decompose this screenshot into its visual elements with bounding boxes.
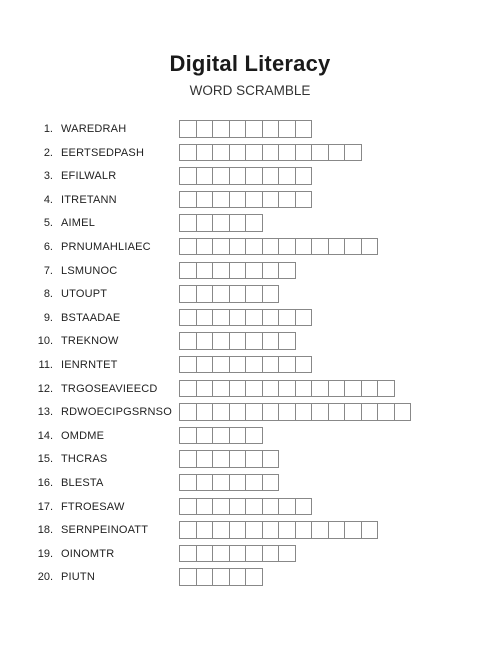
item-number: 20. xyxy=(37,571,53,584)
letter-box[interactable] xyxy=(262,285,280,303)
letter-box[interactable] xyxy=(229,332,247,350)
letter-box[interactable] xyxy=(245,545,263,563)
letter-box[interactable] xyxy=(212,214,230,232)
letter-box[interactable] xyxy=(212,474,230,492)
answer-boxes xyxy=(179,403,410,421)
letter-box[interactable] xyxy=(179,545,197,563)
scrambled-word: PRNUMAHLIAEC xyxy=(61,240,151,253)
scrambled-word: UTOUPT xyxy=(61,288,108,301)
item-number: 7. xyxy=(43,264,53,277)
letter-box[interactable] xyxy=(212,427,230,445)
item-number: 3. xyxy=(43,170,53,183)
letter-box[interactable] xyxy=(278,498,296,516)
letter-box[interactable] xyxy=(278,191,296,209)
letter-box[interactable] xyxy=(229,403,247,421)
letter-box[interactable] xyxy=(212,120,230,138)
letter-box[interactable] xyxy=(212,521,230,539)
letter-box[interactable] xyxy=(212,262,230,280)
letter-box[interactable] xyxy=(179,285,197,303)
scramble-row xyxy=(0,308,500,332)
letter-box[interactable] xyxy=(196,120,214,138)
letter-box[interactable] xyxy=(262,403,280,421)
letter-box[interactable] xyxy=(328,521,346,539)
answer-boxes xyxy=(179,498,311,516)
letter-box[interactable] xyxy=(212,285,230,303)
worksheet-title: Digital Literacy xyxy=(169,51,331,76)
scramble-row xyxy=(0,119,500,143)
letter-box[interactable] xyxy=(262,332,280,350)
scramble-row xyxy=(0,449,500,473)
answer-boxes xyxy=(179,120,311,138)
letter-box[interactable] xyxy=(278,309,296,327)
scrambled-word: LSMUNOC xyxy=(61,264,118,277)
scramble-row xyxy=(0,143,500,167)
scramble-row xyxy=(0,261,500,285)
letter-box[interactable] xyxy=(196,238,214,256)
scrambled-word: PIUTN xyxy=(61,571,95,584)
letter-box[interactable] xyxy=(278,120,296,138)
letter-box[interactable] xyxy=(295,380,313,398)
letter-box[interactable] xyxy=(262,450,280,468)
letter-box[interactable] xyxy=(311,403,329,421)
letter-box[interactable] xyxy=(196,167,214,185)
letter-box[interactable] xyxy=(229,144,247,162)
letter-box[interactable] xyxy=(229,167,247,185)
letter-box[interactable] xyxy=(262,356,280,374)
letter-box[interactable] xyxy=(212,403,230,421)
letter-box[interactable] xyxy=(179,403,197,421)
scrambled-word: TREKNOW xyxy=(61,335,119,348)
letter-box[interactable] xyxy=(295,144,313,162)
letter-box[interactable] xyxy=(179,498,197,516)
letter-box[interactable] xyxy=(212,144,230,162)
letter-box[interactable] xyxy=(212,332,230,350)
letter-box[interactable] xyxy=(229,474,247,492)
letter-box[interactable] xyxy=(278,262,296,280)
answer-boxes xyxy=(179,380,394,398)
letter-box[interactable] xyxy=(229,356,247,374)
item-number: 19. xyxy=(37,547,53,560)
letter-box[interactable] xyxy=(295,498,313,516)
scrambled-word: IENRNTET xyxy=(61,358,118,371)
letter-box[interactable] xyxy=(229,285,247,303)
letter-box[interactable] xyxy=(311,144,329,162)
letter-box[interactable] xyxy=(245,521,263,539)
letter-box[interactable] xyxy=(212,238,230,256)
letter-box[interactable] xyxy=(196,498,214,516)
item-number: 12. xyxy=(37,382,53,395)
letter-box[interactable] xyxy=(295,309,313,327)
letter-box[interactable] xyxy=(229,309,247,327)
letter-box[interactable] xyxy=(179,380,197,398)
scramble-row xyxy=(0,544,500,568)
letter-box[interactable] xyxy=(245,332,263,350)
letter-box[interactable] xyxy=(295,167,313,185)
letter-box[interactable] xyxy=(361,403,379,421)
letter-box[interactable] xyxy=(278,545,296,563)
answer-boxes xyxy=(179,144,361,162)
letter-box[interactable] xyxy=(245,144,263,162)
letter-box[interactable] xyxy=(278,521,296,539)
letter-box[interactable] xyxy=(245,285,263,303)
letter-box[interactable] xyxy=(245,238,263,256)
letter-box[interactable] xyxy=(295,191,313,209)
letter-box[interactable] xyxy=(196,191,214,209)
item-number: 17. xyxy=(37,500,53,513)
letter-box[interactable] xyxy=(245,167,263,185)
letter-box[interactable] xyxy=(361,238,379,256)
letter-box[interactable] xyxy=(328,380,346,398)
letter-box[interactable] xyxy=(179,356,197,374)
letter-box[interactable] xyxy=(328,238,346,256)
letter-box[interactable] xyxy=(278,167,296,185)
letter-box[interactable] xyxy=(212,450,230,468)
letter-box[interactable] xyxy=(179,474,197,492)
scrambled-word: RDWOECIPGSRNSO xyxy=(61,406,172,419)
letter-box[interactable] xyxy=(229,214,247,232)
answer-boxes xyxy=(179,238,377,256)
letter-box[interactable] xyxy=(196,521,214,539)
scrambled-word: SERNPEINOATT xyxy=(61,524,149,537)
letter-box[interactable] xyxy=(212,498,230,516)
letter-box[interactable] xyxy=(394,403,412,421)
letter-box[interactable] xyxy=(179,309,197,327)
scramble-row xyxy=(0,355,500,379)
letter-box[interactable] xyxy=(179,262,197,280)
letter-box[interactable] xyxy=(229,380,247,398)
scramble-row xyxy=(0,331,500,355)
letter-box[interactable] xyxy=(196,356,214,374)
letter-box[interactable] xyxy=(262,262,280,280)
scrambled-word: EERTSEDPASH xyxy=(61,146,145,159)
answer-boxes xyxy=(179,214,262,232)
letter-box[interactable] xyxy=(245,427,263,445)
letter-box[interactable] xyxy=(245,214,263,232)
letter-box[interactable] xyxy=(229,427,247,445)
letter-box[interactable] xyxy=(262,380,280,398)
letter-box[interactable] xyxy=(262,498,280,516)
letter-box[interactable] xyxy=(179,521,197,539)
item-number: 13. xyxy=(37,406,53,419)
letter-box[interactable] xyxy=(196,309,214,327)
letter-box[interactable] xyxy=(196,474,214,492)
letter-box[interactable] xyxy=(295,238,313,256)
letter-box[interactable] xyxy=(344,144,362,162)
letter-box[interactable] xyxy=(212,545,230,563)
letter-box[interactable] xyxy=(196,380,214,398)
letter-box[interactable] xyxy=(245,450,263,468)
item-number: 16. xyxy=(37,476,53,489)
answer-boxes xyxy=(179,521,377,539)
letter-box[interactable] xyxy=(262,309,280,327)
item-number: 2. xyxy=(43,146,53,159)
letter-box[interactable] xyxy=(212,380,230,398)
scrambled-word: TRGOSEAVIEECD xyxy=(61,382,158,395)
scramble-row xyxy=(0,520,500,544)
scramble-row xyxy=(0,166,500,190)
letter-box[interactable] xyxy=(229,568,247,586)
item-number: 14. xyxy=(37,429,53,442)
scrambled-word: ITRETANN xyxy=(61,193,117,206)
letter-box[interactable] xyxy=(196,332,214,350)
answer-boxes xyxy=(179,309,311,327)
letter-box[interactable] xyxy=(278,380,296,398)
letter-box[interactable] xyxy=(245,403,263,421)
scrambled-word: OMDME xyxy=(61,429,105,442)
worksheet-subtitle: WORD SCRAMBLE xyxy=(189,83,311,98)
letter-box[interactable] xyxy=(196,144,214,162)
scramble-row xyxy=(0,379,500,403)
letter-box[interactable] xyxy=(229,498,247,516)
scrambled-word: WAREDRAH xyxy=(61,123,127,135)
letter-box[interactable] xyxy=(196,285,214,303)
letter-box[interactable] xyxy=(196,450,214,468)
item-number: 11. xyxy=(38,358,53,371)
letter-box[interactable] xyxy=(196,568,214,586)
letter-box[interactable] xyxy=(295,403,313,421)
letter-box[interactable] xyxy=(344,380,362,398)
answer-boxes xyxy=(179,450,278,468)
answer-boxes xyxy=(179,474,278,492)
item-number: 9. xyxy=(43,311,53,324)
letter-box[interactable] xyxy=(229,191,247,209)
scramble-row xyxy=(0,473,500,497)
letter-box[interactable] xyxy=(245,309,263,327)
answer-boxes xyxy=(179,332,295,350)
scrambled-word: FTROESAW xyxy=(61,500,125,513)
letter-box[interactable] xyxy=(229,545,247,563)
letter-box[interactable] xyxy=(196,403,214,421)
letter-box[interactable] xyxy=(212,309,230,327)
letter-box[interactable] xyxy=(344,521,362,539)
letter-box[interactable] xyxy=(361,521,379,539)
letter-box[interactable] xyxy=(179,427,197,445)
letter-box[interactable] xyxy=(377,380,395,398)
letter-box[interactable] xyxy=(311,238,329,256)
item-number: 18. xyxy=(37,524,53,537)
item-number: 10. xyxy=(37,335,53,348)
letter-box[interactable] xyxy=(245,380,263,398)
letter-box[interactable] xyxy=(278,332,296,350)
letter-box[interactable] xyxy=(262,474,280,492)
letter-box[interactable] xyxy=(179,120,197,138)
letter-box[interactable] xyxy=(245,120,263,138)
letter-box[interactable] xyxy=(377,403,395,421)
letter-box[interactable] xyxy=(262,167,280,185)
letter-box[interactable] xyxy=(278,144,296,162)
scramble-row xyxy=(0,213,500,237)
letter-box[interactable] xyxy=(295,356,313,374)
letter-box[interactable] xyxy=(179,191,197,209)
letter-box[interactable] xyxy=(245,498,263,516)
letter-box[interactable] xyxy=(179,332,197,350)
scrambled-word: THCRAS xyxy=(61,453,108,466)
letter-box[interactable] xyxy=(229,262,247,280)
word-list xyxy=(0,119,500,591)
letter-box[interactable] xyxy=(344,238,362,256)
answer-boxes xyxy=(179,356,311,374)
letter-box[interactable] xyxy=(344,403,362,421)
letter-box[interactable] xyxy=(196,427,214,445)
answer-boxes xyxy=(179,167,311,185)
scramble-row xyxy=(0,497,500,521)
letter-box[interactable] xyxy=(295,120,313,138)
letter-box[interactable] xyxy=(229,120,247,138)
answer-boxes xyxy=(179,568,262,586)
item-number: 8. xyxy=(43,288,53,301)
scrambled-word: AIMEL xyxy=(61,217,96,230)
scrambled-word: EFILWALR xyxy=(61,170,117,183)
scramble-row xyxy=(0,426,500,450)
scramble-row xyxy=(0,402,500,426)
letter-box[interactable] xyxy=(229,450,247,468)
letter-box[interactable] xyxy=(245,262,263,280)
letter-box[interactable] xyxy=(196,545,214,563)
scramble-row xyxy=(0,567,500,591)
letter-box[interactable] xyxy=(212,167,230,185)
letter-box[interactable] xyxy=(179,214,197,232)
letter-box[interactable] xyxy=(262,545,280,563)
letter-box[interactable] xyxy=(179,167,197,185)
letter-box[interactable] xyxy=(196,262,214,280)
item-number: 6. xyxy=(43,240,53,253)
scramble-row xyxy=(0,284,500,308)
answer-boxes xyxy=(179,285,278,303)
letter-box[interactable] xyxy=(179,144,197,162)
item-number: 4. xyxy=(43,193,53,206)
letter-box[interactable] xyxy=(278,238,296,256)
letter-box[interactable] xyxy=(212,356,230,374)
letter-box[interactable] xyxy=(179,450,197,468)
letter-box[interactable] xyxy=(245,191,263,209)
letter-box[interactable] xyxy=(212,568,230,586)
letter-box[interactable] xyxy=(278,403,296,421)
answer-boxes xyxy=(179,545,295,563)
answer-boxes xyxy=(179,262,295,280)
letter-box[interactable] xyxy=(361,380,379,398)
letter-box[interactable] xyxy=(262,521,280,539)
letter-box[interactable] xyxy=(179,568,197,586)
letter-box[interactable] xyxy=(196,214,214,232)
letter-box[interactable] xyxy=(295,521,313,539)
answer-boxes xyxy=(179,191,311,209)
item-number: 15. xyxy=(37,453,53,466)
letter-box[interactable] xyxy=(262,120,280,138)
letter-box[interactable] xyxy=(278,356,296,374)
letter-box[interactable] xyxy=(179,238,197,256)
letter-box[interactable] xyxy=(229,521,247,539)
letter-box[interactable] xyxy=(245,568,263,586)
letter-box[interactable] xyxy=(328,403,346,421)
item-number: 1. xyxy=(43,123,53,135)
letter-box[interactable] xyxy=(262,144,280,162)
letter-box[interactable] xyxy=(245,474,263,492)
letter-box[interactable] xyxy=(229,238,247,256)
letter-box[interactable] xyxy=(245,356,263,374)
scrambled-word: BLESTA xyxy=(61,476,104,489)
scrambled-word: BSTAADAE xyxy=(61,311,121,324)
letter-box[interactable] xyxy=(212,191,230,209)
scramble-row xyxy=(0,237,500,261)
letter-box[interactable] xyxy=(311,380,329,398)
scrambled-word: OINOMTR xyxy=(61,547,115,560)
letter-box[interactable] xyxy=(311,521,329,539)
letter-box[interactable] xyxy=(262,191,280,209)
letter-box[interactable] xyxy=(262,238,280,256)
answer-boxes xyxy=(179,427,262,445)
item-number: 5. xyxy=(43,217,53,230)
letter-box[interactable] xyxy=(328,144,346,162)
scramble-row xyxy=(0,190,500,214)
